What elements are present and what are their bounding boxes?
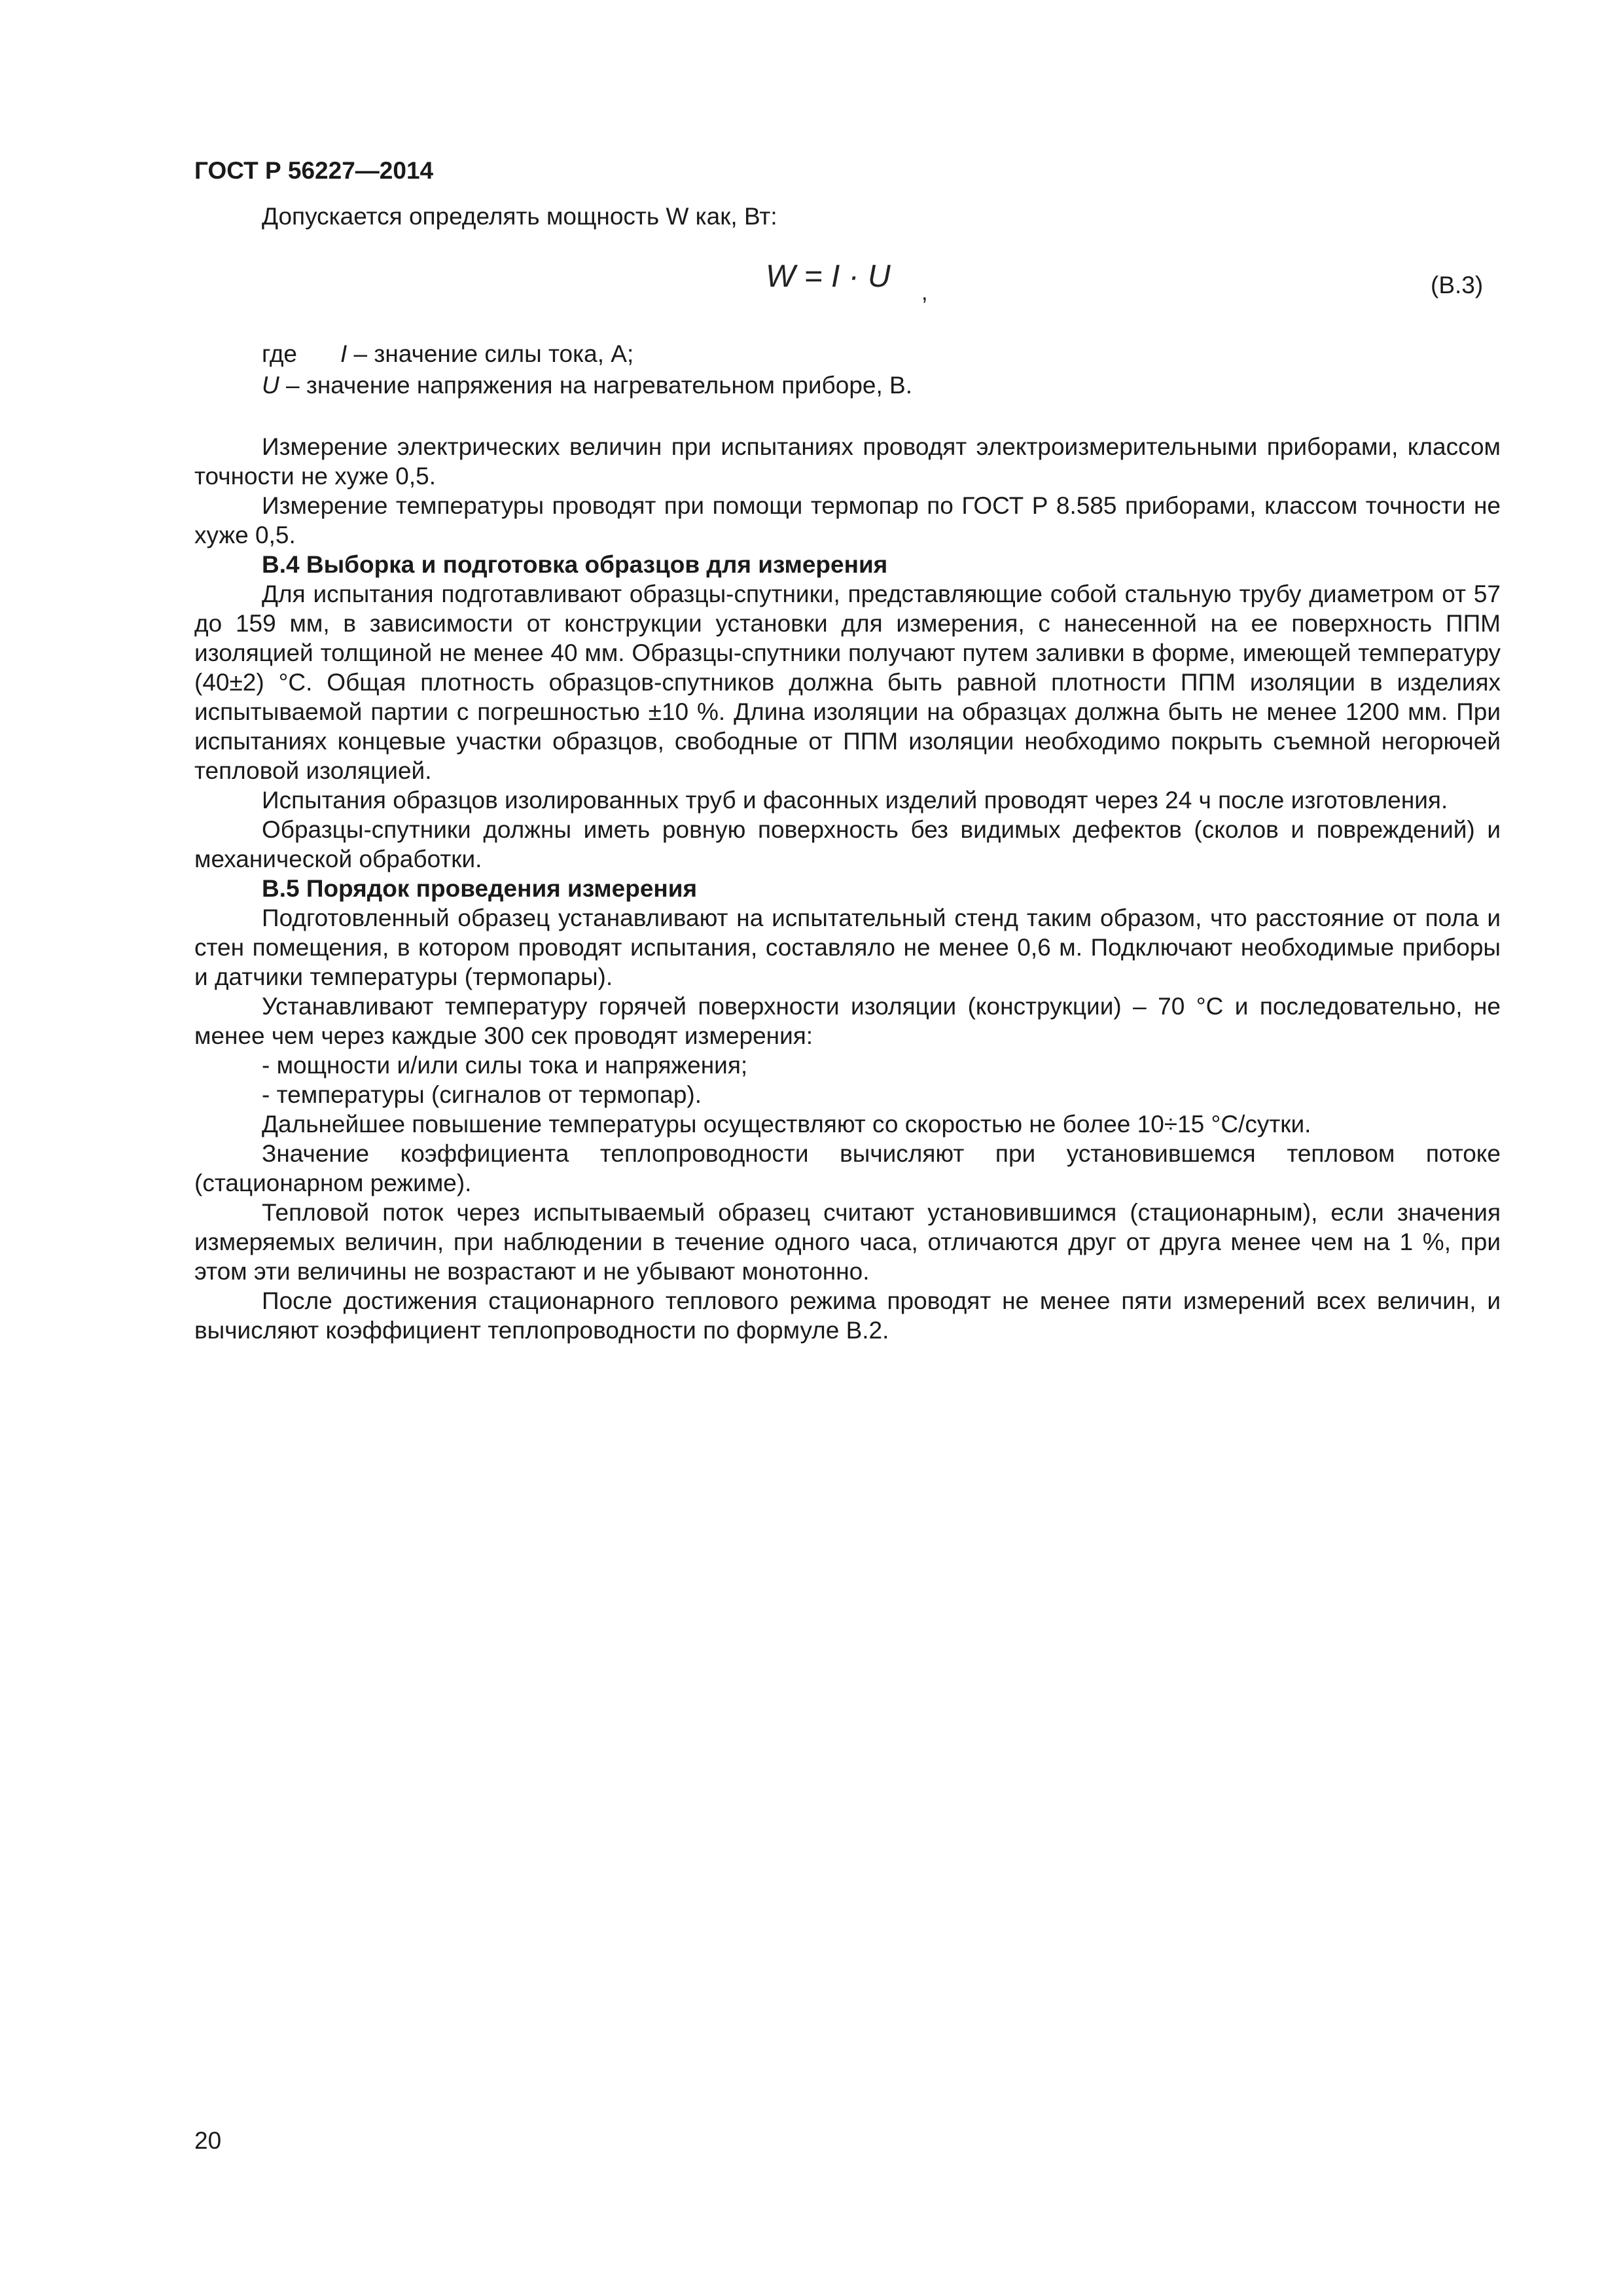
paragraph: Дальнейшее повышение температуры осуществляют со скоростью не более 10÷15 °С/сутки. [262,1111,1311,1138]
where-line-1 [262,339,633,368]
formula-expression: W = I · U [766,259,891,294]
paragraph: Подготовленный образец устанавливают на испытательный стенд таким образом, что расстояние от пола и стен помещения, в котором проводят испытания, составляло не менее 0,6 м. Подключают необходимые приборы и датчики температуры (термопары). [194,905,1501,990]
paragraph: Измерение температуры проводят при помощи термопар по ГОСТ Р 8.585 приборами, классом точности не хуже 0,5. [194,492,1501,548]
paragraph: Тепловой поток через испытываемый образец считают установившимся (стационарным), если значения измеряемых величин, при наблюдении в течение одного часа, отличаются друг от друга менее чем на 1 %, при этом эти величины не возрастают и не убывают монотонно. [194,1199,1501,1285]
variable-u-definition: – значение напряжения на нагревательном приборе, В. [279,372,912,399]
paragraph: После достижения стационарного теплового режима проводят не менее пяти измерений всех величин, и вычисляют коэффициент теплопроводности по формуле В.2. [194,1287,1501,1344]
section-heading-b5: В.5 Порядок проведения измерения [262,875,698,902]
formula-number: (В.3) [1431,272,1484,298]
paragraph: Устанавливают температуру горячей поверхности изоляции (конструкции) – 70 °С и последовательно, не менее чем через каждые 300 сек проводят измерения: [194,993,1501,1049]
intro-text: Допускается определять мощность W как, Вт: [262,203,777,230]
variable-i-definition: – значение силы тока, А; [347,340,634,367]
paragraph: Образцы-спутники должны иметь ровную поверхность без видимых дефектов (сколов и повреждений) и механической обработки. [194,816,1501,872]
section-heading-b4: В.4 Выборка и подготовка образцов для измерения [262,551,888,578]
paragraph: Значение коэффициента теплопроводности вычисляют при установившемся тепловом потоке (стационарном режиме). [194,1140,1501,1196]
paragraph: Испытания образцов изолированных труб и фасонных изделий проводят через 24 ч после изготовления. [262,787,1448,814]
list-item: - температуры (сигналов от термопар). [262,1081,702,1108]
list-item: - мощности и/или силы тока и напряжения; [262,1052,748,1079]
variable-u: U [262,372,279,399]
paragraph: Измерение электрических величин при испытаниях проводят электроизмерительными приборами, классом точности не хуже 0,5. [194,433,1501,490]
paragraph: Для испытания подготавливают образцы-спутники, представляющие собой стальную трубу диаметром от 57 до 159 мм, в зависимости от конструкции установки для измерения, с нанесенной на ее поверхность ППМ изоляцией толщиной не менее 40 мм. Образцы-спутники получают путем заливки в форме, имеющей температуру (40±2) °С. Общая плотность образцов-спутников должна быть равной плотности ППМ изоляции в изделиях испытываемой партии с погрешностью ±10 %. Длина изоляции на образцах должна быть не менее 1200 мм. При испытаниях концевые участки образцов, свободные от ППМ изоляции необходимо покрыть съемной негорючей тепловой изоляцией. [194,581,1501,784]
document-code-header: ГОСТ Р 56227—2014 [194,157,434,184]
page-number: 20 [194,2127,222,2154]
where-line-2 [262,370,912,400]
main-body-text [194,432,1501,1345]
variable-i: I [340,340,348,367]
formula-comma: , [921,280,928,305]
where-label: где [262,340,298,367]
